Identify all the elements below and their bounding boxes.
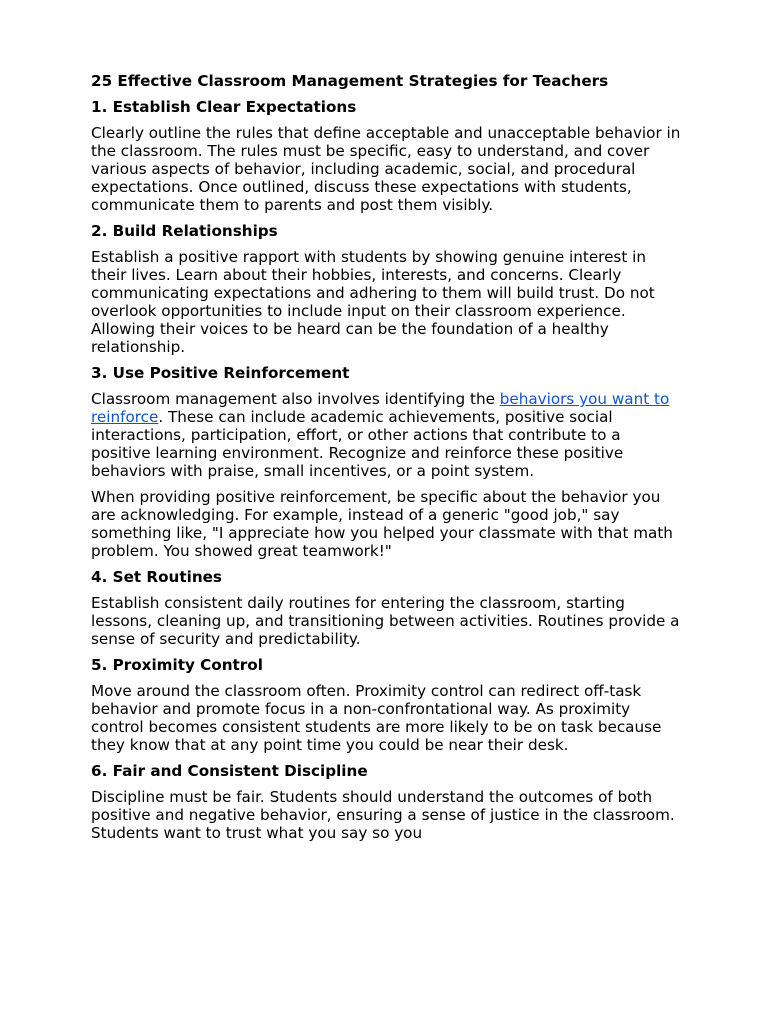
paragraph-text: . These can include academic achievements, positive social interactions, participation, effort, or other actions that contribute to a positive learning environment. Recognize and reinforce these positive behaviors with praise, small incentives, or a point system.: [91, 408, 624, 480]
behaviors-link[interactable]: behaviors you want to reinforce: [91, 390, 670, 426]
section-heading-1: 1. Establish Clear Expectations: [91, 98, 357, 116]
section-heading-2: 2. Build Relationships: [91, 222, 278, 240]
document-title: 25 Effective Classroom Management Strategies for Teachers: [91, 72, 609, 90]
section-paragraph: Establish consistent daily routines for entering the classroom, starting lessons, cleaning up, and transitioning between activities. Routines provide a sense of security and predictability.: [91, 594, 680, 648]
section-paragraph: Establish a positive rapport with students by showing genuine interest in their lives. Learn about their hobbies, interests, and concerns. Clearly communicating expectations and adhering to them will build trust. Do not overlook opportunities to include input on their classroom experience. Allowing their voices to be heard can be the foundation of a healthy relationship.: [91, 248, 655, 356]
document-page: [91, 72, 681, 850]
section-heading-3: 3. Use Positive Reinforcement: [91, 364, 350, 382]
section-paragraph: Discipline must be fair. Students should understand the outcomes of both positive and negative behavior, ensuring a sense of justice in the classroom. Students want to trust what you say so you: [91, 788, 675, 842]
section-paragraph: Clearly outline the rules that define acceptable and unacceptable behavior in the classroom. The rules must be specific, easy to understand, and cover various aspects of behavior, including academic, social, and procedural expectations. Once outlined, discuss these expectations with students, communicate them to parents and post them visibly.: [91, 124, 681, 214]
section-heading-6: 6. Fair and Consistent Discipline: [91, 762, 368, 780]
section-heading-4: 4. Set Routines: [91, 568, 222, 586]
section-heading-5: 5. Proximity Control: [91, 656, 263, 674]
section-paragraph: [91, 390, 681, 480]
paragraph-text: Classroom management also involves identifying the: [91, 390, 500, 408]
section-paragraph: When providing positive reinforcement, be specific about the behavior you are acknowledging. For example, instead of a generic "good job," say something like, "I appreciate how you helped your classmate with that math problem. You showed great teamwork!": [91, 488, 673, 560]
section-paragraph: Move around the classroom often. Proximity control can redirect off-task behavior and promote focus in a non-confrontational way. As proximity control becomes consistent students are more likely to be on task because they know that at any point time you could be near their desk.: [91, 682, 662, 754]
